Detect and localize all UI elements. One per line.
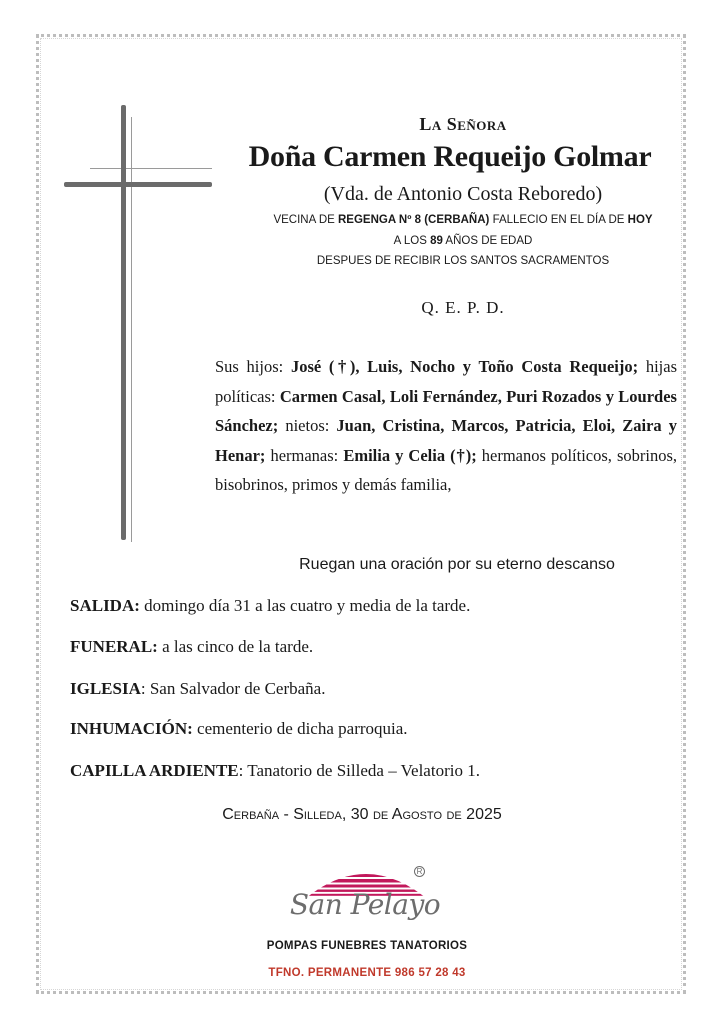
honorific: La Señora [419,114,507,134]
detail-salida: SALIDA: domingo día 31 a las cuatro y media de la tarde. [70,596,471,615]
children: José (†), Luis, Nocho y Toño Costa Requeijo; [290,357,639,376]
residence-line: VECINA DE REGENGA Nº 8 (CERBAÑA) FALLECIO EN EL DÍA DE HOY [273,214,653,226]
daughters-in-law: Carmen Casal, Loli Fernández, Puri Rozados y Lourdes Sánchez; [215,386,677,435]
family-paragraph: Sus hijos: José (†), Luis, Nocho y Toño Costa Requeijo; hijas políticas: Carmen Casal, Loli Fernández, Puri Rozados y Lourdes Sánchez; nietos: Juan, Cristina, Marcos, Patricia, Eloi, Zaira y Henar; hermanas: Emilia y Celia (†); hermanos políticos, sobrinos, bisobrinos, primos y demás familia, [215,357,677,494]
sacraments-line: DESPUES DE RECIBIR LOS SANTOS SACRAMENTOS [316,255,610,267]
age: 89 [430,235,443,247]
cross-shadow-horizontal [90,168,212,169]
detail-inhumacion: INHUMACIÓN: cementerio de dicha parroquia. [70,719,408,738]
company-tagline: POMPAS FUNEBRES TANATORIOS [266,940,468,952]
grandchildren: Juan, Cristina, Marcos, Patricia, Eloi, Zaira y Henar; [215,416,677,465]
address: REGENGA Nº 8 (CERBAÑA) [338,214,490,226]
detail-iglesia: IGLESIA: San Salvador de Cerbaña. [70,679,326,698]
prayer-request: Ruegan una oración por su eterno descanso [299,556,615,573]
place-date: Cerbaña - Silleda, 30 de Agosto de 2025 [222,806,502,823]
company-logo: San Pelayo [289,888,441,921]
qepd: Q. E. P. D. [421,298,505,317]
detail-funeral: FUNERAL: a las cinco de la tarde. [70,637,314,656]
death-day: HOY [627,214,653,226]
cross-icon [121,105,126,540]
page-border-inner [40,38,682,990]
deceased-name: Doña Carmen Requeijo Golmar [248,140,652,173]
cross-shadow-vertical [131,117,132,542]
detail-capilla: CAPILLA ARDIENTE: Tanatorio de Silleda – Velatorio 1. [70,761,480,780]
widow-of: (Vda. de Antonio Costa Reboredo) [323,183,603,205]
sisters: Emilia y Celia (†); [343,445,477,465]
age-line: A LOS 89 AÑOS DE EDAD [393,235,533,247]
registered-mark: R [414,866,425,877]
company-phone: TFNO. PERMANENTE 986 57 28 43 [268,967,466,979]
cross-icon-bar [64,182,212,187]
